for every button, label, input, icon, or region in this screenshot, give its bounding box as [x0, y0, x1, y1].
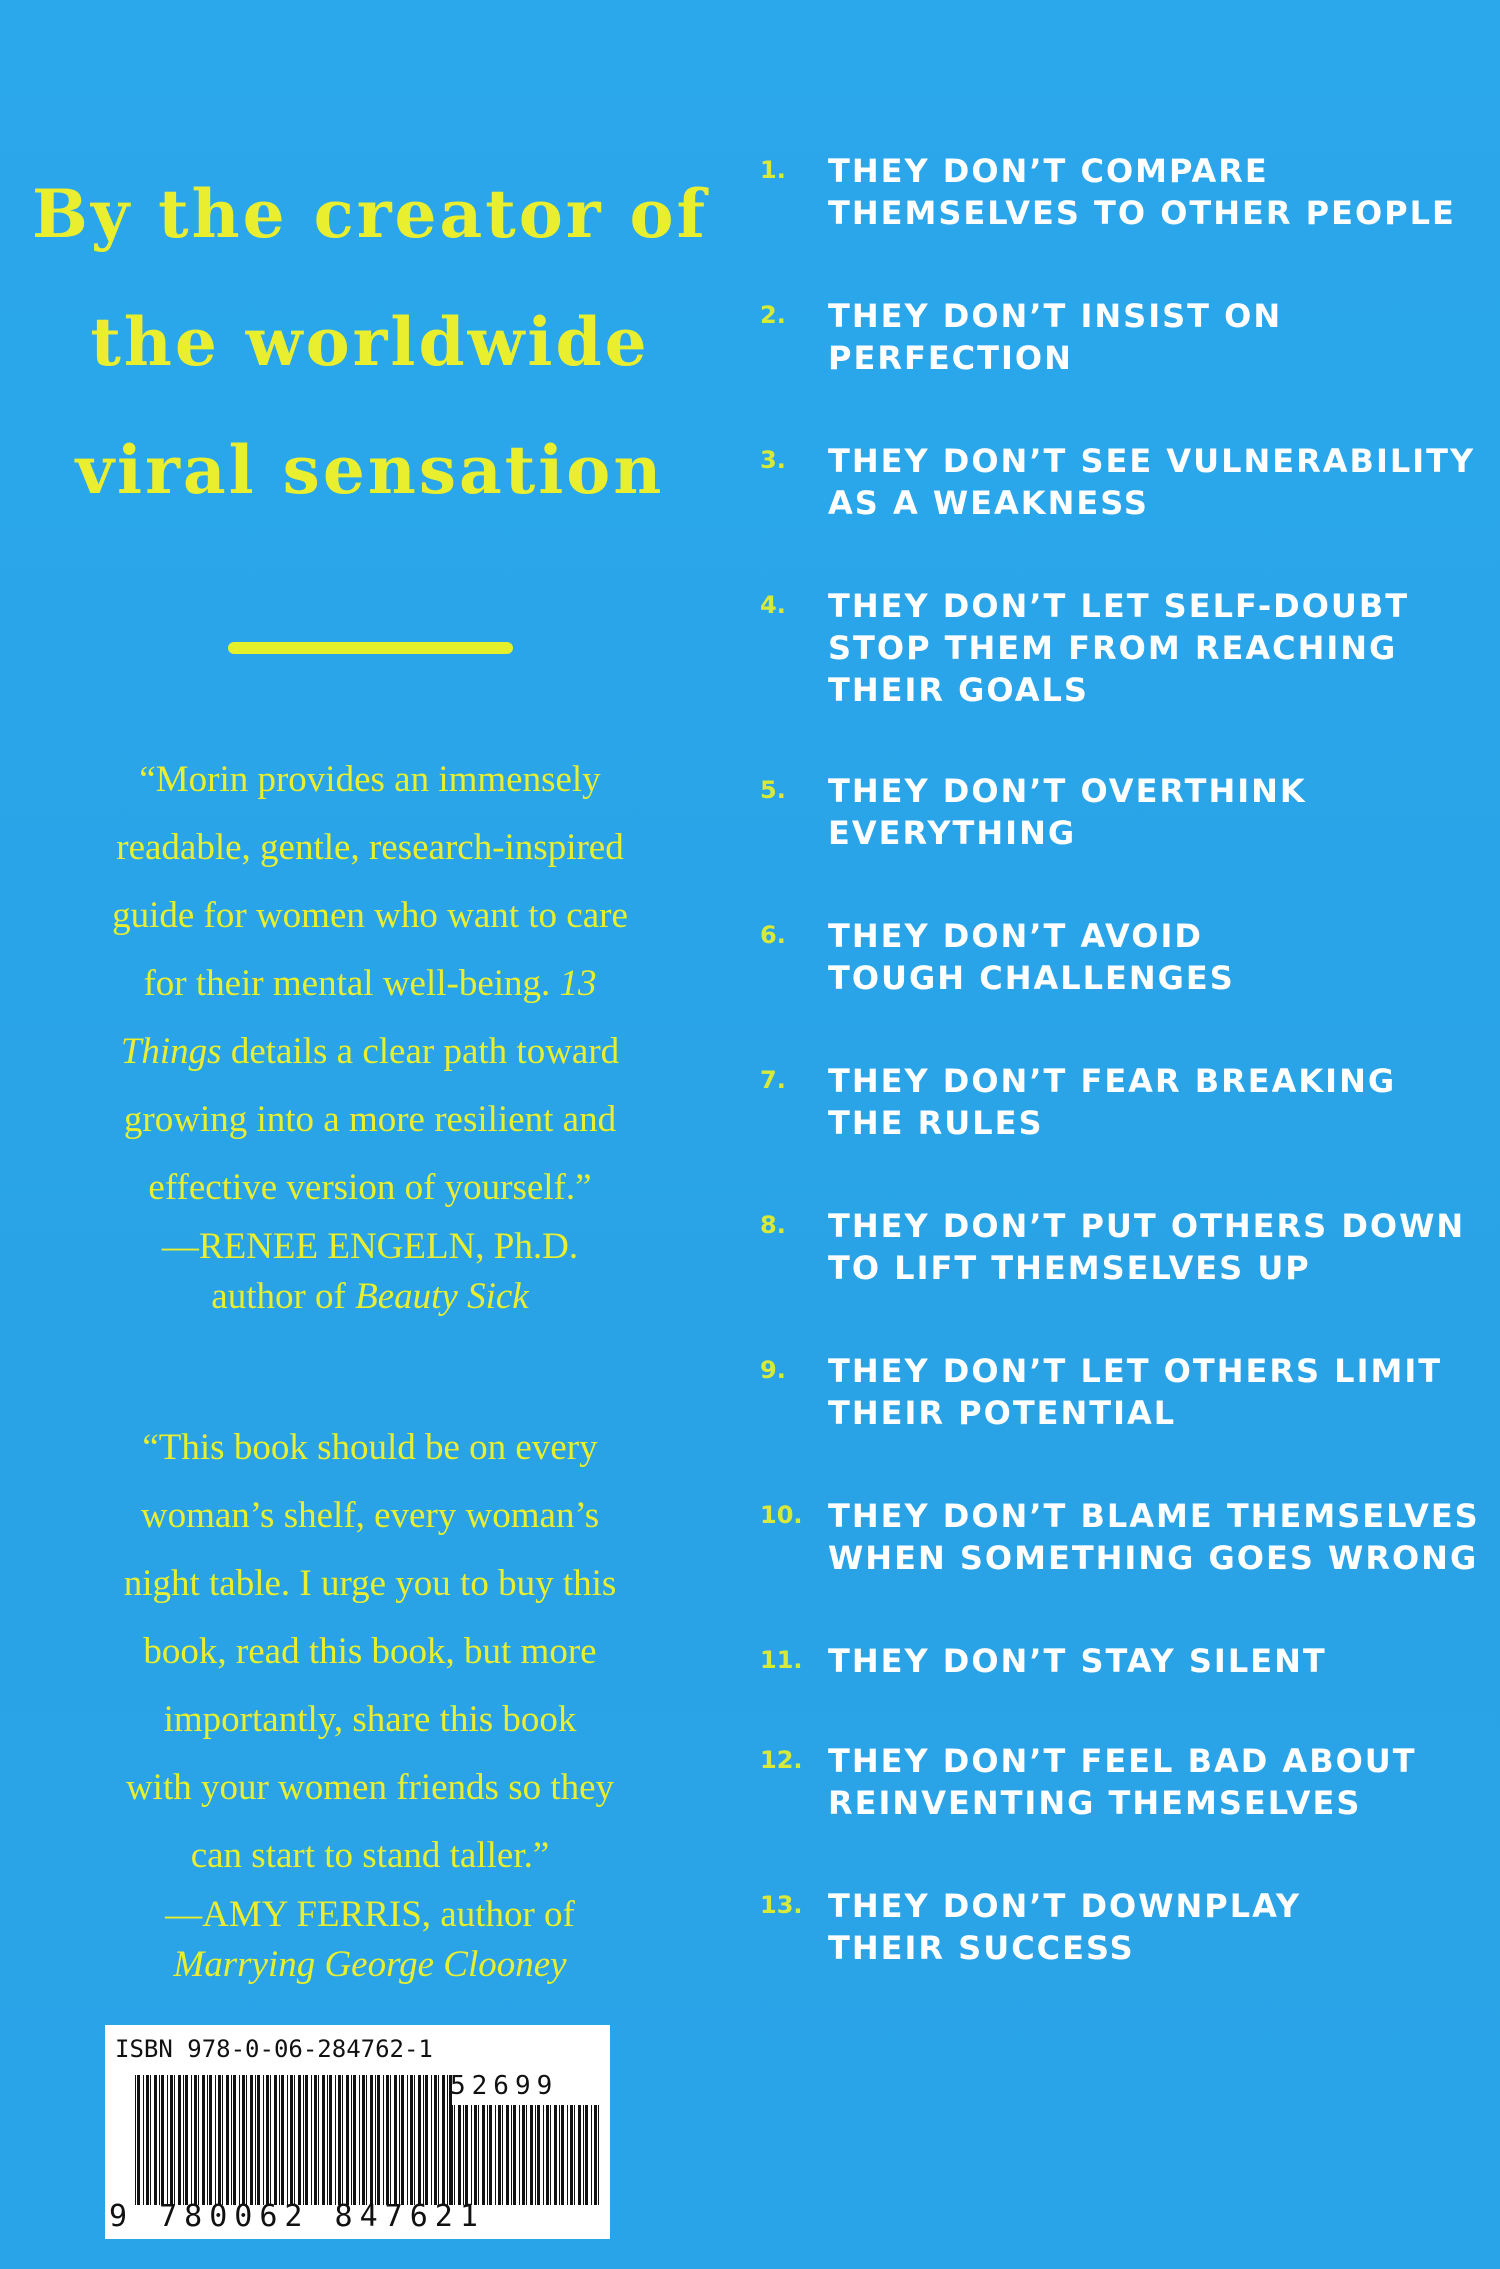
barcode-stripe — [209, 2075, 212, 2205]
headline-line-3: viral sensation — [75, 431, 665, 509]
list-line: REINVENTING THEMSELVES — [828, 1784, 1362, 1822]
barcode-stripe — [202, 2075, 205, 2205]
barcode-stripe — [135, 2075, 136, 2205]
quote2-attribution — [30, 1890, 710, 1990]
barcode-stripe — [322, 2075, 325, 2205]
barcode-stripe — [375, 2075, 376, 2205]
yellow-divider — [228, 642, 513, 654]
list-text — [828, 770, 1307, 854]
barcode-stripe — [474, 2105, 477, 2205]
barcode-stripe — [399, 2075, 400, 2205]
barcode-stripe — [270, 2075, 271, 2205]
barcode-stripe — [519, 2105, 520, 2205]
barcode-stripe — [522, 2105, 525, 2205]
list-number: 7. — [760, 1066, 786, 1094]
list-line: AS A WEAKNESS — [828, 484, 1149, 522]
list-line: THEY DON’T AVOID — [828, 917, 1203, 955]
barcode-stripe — [543, 2105, 544, 2205]
list-line: THEY DON’T SEE VULNERABILITY — [828, 442, 1476, 480]
barcode-stripe — [561, 2105, 564, 2205]
barcode-stripe — [458, 2105, 461, 2205]
barcode-stripe — [554, 2105, 557, 2205]
barcode-stripe — [342, 2075, 343, 2205]
quote2-attribution-book: Marrying George Clooney — [173, 1944, 567, 1985]
list-line: THEY DON’T BLAME THEMSELVES — [828, 1497, 1480, 1535]
barcode-stripe — [394, 2075, 397, 2205]
list-line: THEY DON’T FEEL BAD ABOUT — [828, 1742, 1417, 1780]
list-line: THEY DON’T PUT OTHERS DOWN — [828, 1207, 1466, 1245]
quote2-attribution-name: —AMY FERRIS, author of — [165, 1894, 575, 1935]
quote2-line: with your women friends so they — [125, 1767, 615, 1808]
list-line: TOUGH CHALLENGES — [828, 959, 1235, 997]
barcode-stripe — [279, 2075, 280, 2205]
barcode-stripe — [423, 2075, 424, 2205]
barcode-stripe — [598, 2105, 599, 2205]
list-line: THEY DON’T FEAR BREAKING — [828, 1062, 1397, 1100]
barcode-bars — [135, 2075, 455, 2205]
barcode-stripe — [489, 2105, 492, 2205]
list-number: 12. — [760, 1746, 803, 1774]
barcode-stripe — [546, 2105, 549, 2205]
list-line: THEIR SUCCESS — [828, 1929, 1135, 1967]
list-line: THEY DON’T INSIST ON — [828, 297, 1283, 335]
barcode-stripe — [191, 2075, 192, 2205]
list-line: THE RULES — [828, 1104, 1044, 1142]
barcode-stripe — [298, 2075, 301, 2205]
quote1-line: effective version of yourself.” — [148, 1167, 592, 1208]
list-line: THEY DON’T DOWNPLAY — [828, 1887, 1302, 1925]
list-number: 6. — [760, 921, 786, 949]
list-text — [828, 1740, 1417, 1824]
barcode-stripe — [482, 2105, 485, 2205]
barcode-stripe — [537, 2105, 540, 2205]
barcode-stripe — [327, 2075, 328, 2205]
isbn-label: ISBN 978-0-06-284762-1 — [115, 2035, 433, 2063]
list-line: PERFECTION — [828, 339, 1073, 377]
barcode-stripe — [511, 2105, 512, 2205]
barcode-stripe — [314, 2075, 317, 2205]
barcode-stripe — [471, 2105, 472, 2205]
barcode-stripe — [567, 2105, 568, 2205]
barcode-stripe — [425, 2075, 428, 2205]
barcode-stripe — [185, 2075, 188, 2205]
barcode-stripe — [450, 2105, 453, 2205]
list-line: THEIR POTENTIAL — [828, 1394, 1177, 1432]
barcode-stripe — [495, 2105, 496, 2205]
barcode-stripe — [146, 2075, 149, 2205]
barcode-stripe — [454, 2105, 455, 2205]
quote1-attribution-book: Beauty Sick — [355, 1276, 529, 1317]
barcode-stripe — [167, 2075, 168, 2205]
barcode-stripe — [150, 2075, 151, 2205]
list-line: EVERYTHING — [828, 814, 1077, 852]
quote1-attribution-name: —RENEE ENGELN, Ph.D. — [161, 1226, 579, 1267]
list-number: 2. — [760, 301, 786, 329]
list-line: THEY DON’T COMPARE — [828, 152, 1269, 190]
barcode-stripe — [231, 2075, 232, 2205]
barcode-stripe — [290, 2075, 293, 2205]
quote1-line: for their mental well-being. — [143, 963, 551, 1004]
list-text — [828, 1495, 1480, 1579]
headline-line-1: By the creator of — [32, 175, 708, 253]
list-number: 3. — [760, 446, 786, 474]
list-text — [828, 440, 1475, 524]
endorsement-quote-2 — [30, 1414, 710, 1890]
barcode-stripe — [591, 2105, 592, 2205]
barcode-stripe — [207, 2075, 208, 2205]
barcode-stripe — [222, 2075, 223, 2205]
list-number: 4. — [760, 591, 786, 619]
barcode-stripe — [370, 2075, 373, 2205]
barcode-stripe — [442, 2075, 445, 2205]
barcode-stripe — [257, 2075, 260, 2205]
barcode-stripe — [170, 2075, 173, 2205]
list-number: 13. — [760, 1891, 803, 1919]
barcode-stripe — [338, 2075, 341, 2205]
barcode-stripe — [137, 2075, 140, 2205]
barcode-stripe — [502, 2105, 503, 2205]
barcode-stripe — [386, 2075, 389, 2205]
barcode-stripe — [463, 2105, 464, 2205]
headline — [30, 150, 710, 534]
quote2-line: night table. I urge you to buy this — [123, 1563, 617, 1604]
quote1-line: guide for women who want to care — [112, 895, 628, 936]
list-line: WHEN SOMETHING GOES WRONG — [828, 1539, 1479, 1577]
barcode-stripe — [410, 2075, 413, 2205]
quote1-line: readable, gentle, research-inspired — [116, 827, 624, 868]
barcode-stripe — [570, 2105, 573, 2205]
headline-line-2: the worldwide — [90, 303, 650, 381]
barcode-stripe — [183, 2075, 184, 2205]
barcode-stripe — [311, 2075, 312, 2205]
barcode-stripe — [346, 2075, 349, 2205]
left-column — [30, 150, 710, 1990]
barcode-stripe — [161, 2075, 164, 2205]
barcode-stripe — [401, 2075, 404, 2205]
list-line: THEY DON’T OVERTHINK — [828, 772, 1307, 810]
list-text — [828, 1640, 1327, 1682]
barcode-stripe — [351, 2075, 352, 2205]
barcode-stripe — [578, 2105, 581, 2205]
barcode-stripe — [233, 2075, 236, 2205]
quote1-italic-title: Things — [120, 1031, 222, 1072]
barcode-stripe — [303, 2075, 304, 2205]
barcode-digits: 9 780062 847621 — [109, 2199, 485, 2234]
barcode-stripe — [194, 2075, 197, 2205]
quote1-line: “Morin provides an immensely — [139, 759, 601, 800]
quote1-line: growing into a more resilient and — [123, 1099, 617, 1140]
list-line: STOP THEM FROM REACHING — [828, 629, 1398, 667]
list-text — [828, 1885, 1301, 1969]
barcode-stripe — [377, 2075, 380, 2205]
barcode-stripe — [215, 2075, 216, 2205]
barcode-stripe — [353, 2075, 356, 2205]
barcode-stripe — [281, 2075, 284, 2205]
list-text — [828, 1350, 1442, 1434]
barcode-stripe — [174, 2075, 175, 2205]
barcode-stripe — [362, 2075, 365, 2205]
quote2-line: importantly, share this book — [163, 1699, 577, 1740]
quote2-line: “This book should be on every — [142, 1427, 598, 1468]
barcode-stripe — [414, 2075, 415, 2205]
barcode-stripe — [274, 2075, 277, 2205]
barcode-stripe — [255, 2075, 256, 2205]
list-number: 10. — [760, 1501, 803, 1529]
barcode-stripe — [390, 2075, 391, 2205]
barcode-stripe — [178, 2075, 181, 2205]
quote1-attribution — [30, 1222, 710, 1322]
supplement-bars — [450, 2105, 600, 2205]
list-number: 9. — [760, 1356, 786, 1384]
barcode-stripe — [438, 2075, 439, 2205]
barcode-stripe — [266, 2075, 269, 2205]
barcode-stripe — [287, 2075, 288, 2205]
barcode-stripe — [263, 2075, 264, 2205]
barcode-stripe — [447, 2075, 448, 2205]
barcode-stripe — [329, 2075, 332, 2205]
barcode-stripe — [550, 2105, 551, 2205]
quote2-line: book, read this book, but more — [143, 1631, 597, 1672]
list-text — [828, 915, 1235, 999]
list-line: THEY DON’T LET OTHERS LIMIT — [828, 1352, 1443, 1390]
barcode-stripe — [198, 2075, 199, 2205]
barcode-stripe — [250, 2075, 253, 2205]
list-line: THEMSELVES TO OTHER PEOPLE — [828, 194, 1456, 232]
barcode-stripe — [318, 2075, 319, 2205]
barcode-stripe — [383, 2075, 384, 2205]
barcode-stripe — [513, 2105, 516, 2205]
quote2-line: can start to stand taller.” — [190, 1835, 550, 1876]
barcode-stripe — [526, 2105, 527, 2205]
barcode-stripe — [431, 2075, 432, 2205]
list-line: THEIR GOALS — [828, 671, 1089, 709]
barcode-stripe — [594, 2105, 597, 2205]
barcode-stripe — [465, 2105, 468, 2205]
barcode-stripe — [559, 2105, 560, 2205]
list-line: THEY DON’T LET SELF-DOUBT — [828, 587, 1410, 625]
barcode-stripe — [434, 2075, 437, 2205]
list-text — [828, 1205, 1465, 1289]
barcode-stripe — [585, 2105, 588, 2205]
barcode-stripe — [239, 2075, 240, 2205]
quote1-attribution-prefix: author of — [211, 1276, 356, 1317]
barcode-stripe — [246, 2075, 247, 2205]
endorsement-quote-1 — [30, 746, 710, 1222]
barcode-stripe — [478, 2105, 479, 2205]
list-number: 1. — [760, 156, 786, 184]
barcode-stripe — [294, 2075, 295, 2205]
barcode-stripe — [143, 2075, 144, 2205]
list-text — [828, 585, 1409, 711]
barcode-stripe — [366, 2075, 367, 2205]
barcode-stripe — [506, 2105, 509, 2205]
barcode-stripe — [498, 2105, 501, 2205]
quote2-line: woman’s shelf, every woman’s — [140, 1495, 600, 1536]
list-text — [828, 1060, 1396, 1144]
barcode-stripe — [159, 2075, 160, 2205]
barcode-stripe — [418, 2075, 421, 2205]
barcode-stripe — [535, 2105, 536, 2205]
list-number: 8. — [760, 1211, 786, 1239]
barcode-stripe — [530, 2105, 533, 2205]
barcode-stripe — [305, 2075, 308, 2205]
barcode-stripe — [583, 2105, 584, 2205]
barcode-stripe — [154, 2075, 157, 2205]
barcode-stripe — [574, 2105, 575, 2205]
quote1-italic-lead: 13 — [559, 963, 597, 1004]
barcode-stripe — [335, 2075, 336, 2205]
list-text — [828, 295, 1282, 379]
quote1-line: details a clear path toward — [230, 1031, 620, 1072]
isbn-barcode — [105, 2025, 610, 2239]
list-text — [828, 150, 1456, 234]
barcode-stripe — [226, 2075, 229, 2205]
barcode-stripe — [487, 2105, 488, 2205]
barcode-stripe — [359, 2075, 360, 2205]
list-line: THEY DON’T STAY SILENT — [828, 1642, 1327, 1680]
list-number: 11. — [760, 1646, 803, 1674]
barcode-stripe — [242, 2075, 245, 2205]
barcode-stripe — [407, 2075, 408, 2205]
list-line: TO LIFT THEMSELVES UP — [828, 1249, 1311, 1287]
price-supplement: 52699 — [450, 2071, 559, 2101]
list-number: 5. — [760, 776, 786, 804]
barcode-stripe — [218, 2075, 221, 2205]
